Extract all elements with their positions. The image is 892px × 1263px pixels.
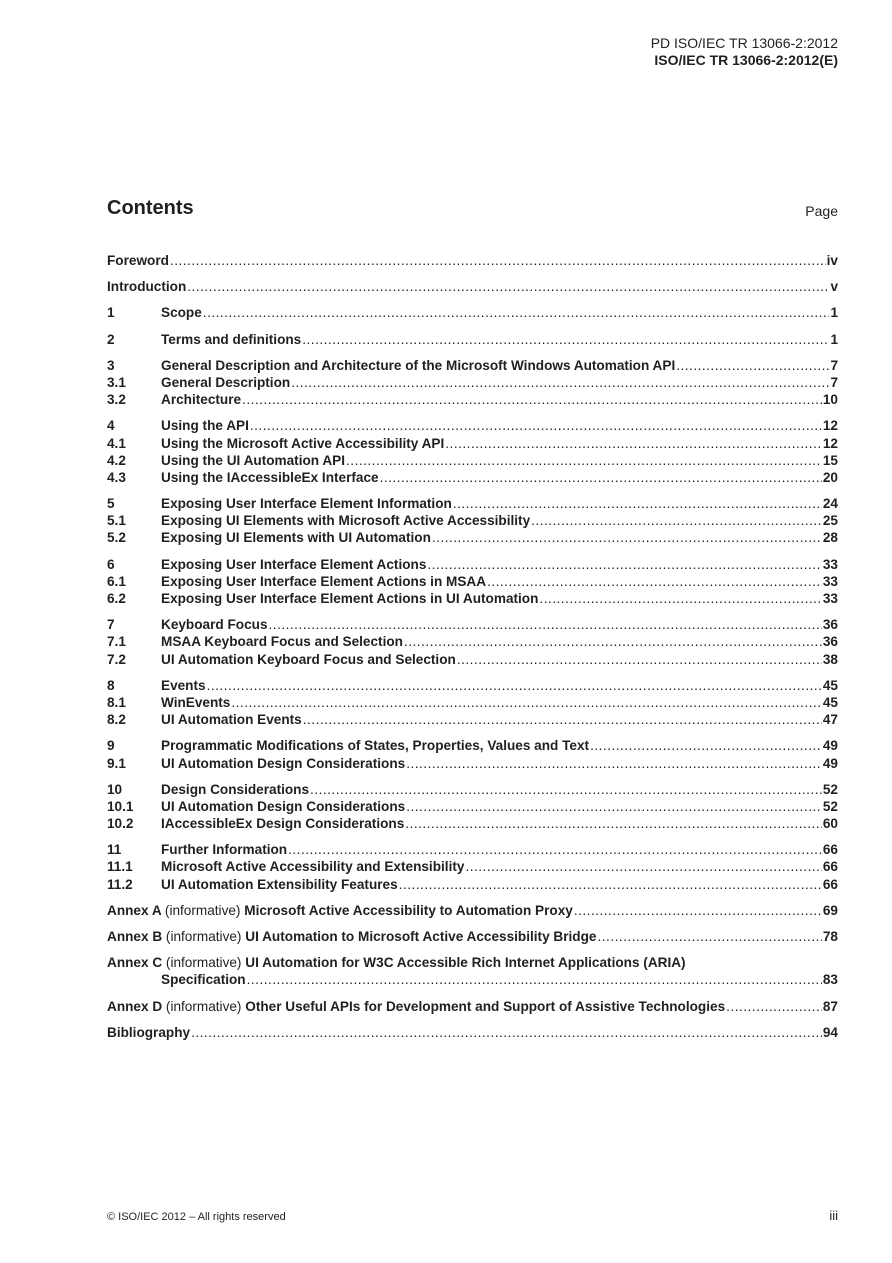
toc-entry-6-2[interactable] bbox=[107, 591, 838, 608]
toc-entry-page: 25 bbox=[822, 513, 838, 529]
dot-leader bbox=[726, 999, 822, 1014]
toc-entry-9[interactable] bbox=[107, 738, 838, 755]
toc-entry-page: 60 bbox=[822, 816, 838, 832]
toc-entry-page: 33 bbox=[822, 573, 838, 589]
dot-leader bbox=[404, 634, 822, 649]
toc-entry-number: 3.1 bbox=[107, 374, 126, 390]
toc-entry-title: WinEvents bbox=[161, 694, 231, 710]
dot-leader bbox=[191, 1025, 822, 1040]
annex-label: Annex D bbox=[107, 998, 163, 1014]
toc-entry-number: 10.1 bbox=[107, 798, 134, 814]
toc-entry-title: Using the IAccessibleEx Interface bbox=[161, 469, 379, 485]
toc-entry-title: Introduction bbox=[107, 279, 187, 295]
toc-entry-8-2[interactable] bbox=[107, 712, 838, 729]
dot-leader bbox=[539, 591, 821, 606]
toc-entry-page: 78 bbox=[822, 929, 838, 944]
toc-entry-8-1[interactable] bbox=[107, 695, 838, 712]
toc-entry-page: 49 bbox=[822, 755, 838, 771]
toc-entry-title: Scope bbox=[161, 305, 202, 321]
toc-entry-number: 4.2 bbox=[107, 452, 126, 468]
toc-entry-3-2[interactable] bbox=[107, 392, 838, 409]
toc-entry-foreword[interactable] bbox=[107, 253, 838, 270]
toc-entry-page: 45 bbox=[822, 677, 838, 693]
toc-entry-title bbox=[107, 955, 686, 970]
toc-entry-6-1[interactable] bbox=[107, 574, 838, 591]
toc-entry-number: 3.2 bbox=[107, 392, 126, 408]
toc-entry-page: 12 bbox=[822, 435, 838, 451]
document-header bbox=[651, 34, 838, 69]
toc-entry-title: IAccessibleEx Design Considerations bbox=[161, 816, 405, 832]
toc-entry-7-2[interactable] bbox=[107, 652, 838, 669]
toc-entry-introduction[interactable] bbox=[107, 279, 838, 296]
toc-entry-page: 1 bbox=[830, 331, 838, 347]
dot-leader bbox=[250, 418, 822, 433]
toc-entry-6[interactable] bbox=[107, 557, 838, 574]
annex-kind: (informative) bbox=[164, 902, 241, 918]
toc-entry-annex-c-continued[interactable] bbox=[107, 972, 838, 989]
toc-entry-page: 69 bbox=[822, 902, 838, 918]
toc-entry-number: 1 bbox=[107, 305, 115, 321]
toc-entry-9-1[interactable] bbox=[107, 756, 838, 773]
toc-entry-title: Exposing UI Elements with UI Automation bbox=[161, 530, 431, 546]
toc-entry-5-2[interactable] bbox=[107, 530, 838, 547]
toc-entry-title: Further Information bbox=[161, 842, 288, 858]
toc-entry-title: General Description bbox=[161, 374, 291, 390]
toc-entry-page: 36 bbox=[822, 617, 838, 633]
annex-kind: (informative) bbox=[165, 998, 242, 1014]
toc-entry-3-1[interactable] bbox=[107, 375, 838, 392]
toc-entry-bibliography[interactable] bbox=[107, 1025, 838, 1042]
toc-entry-7-1[interactable] bbox=[107, 634, 838, 651]
toc-entry-number: 5.1 bbox=[107, 513, 126, 529]
toc-entry-number: 11 bbox=[107, 842, 122, 858]
annex-title: Other Useful APIs for Development and Support of Assistive Technologies bbox=[245, 998, 726, 1014]
toc-entry-page: 33 bbox=[822, 556, 838, 572]
annex-label: Annex B bbox=[107, 929, 163, 944]
toc-entry-title: Exposing UI Elements with Microsoft Active Accessibility bbox=[161, 513, 531, 529]
toc-entry-annex-d[interactable] bbox=[107, 999, 838, 1016]
dot-leader bbox=[465, 859, 821, 874]
toc-entry-page: 94 bbox=[822, 1024, 838, 1040]
toc-entry-page: 24 bbox=[822, 496, 838, 512]
dot-leader bbox=[247, 972, 822, 987]
toc-entry-11-1[interactable] bbox=[107, 859, 838, 876]
dot-leader bbox=[207, 678, 822, 693]
toc-entry-number: 11.2 bbox=[107, 876, 133, 892]
dot-leader bbox=[310, 782, 822, 797]
copyright-notice: © ISO/IEC 2012 – All rights reserved bbox=[107, 1211, 286, 1223]
toc-entry-page: 66 bbox=[822, 859, 838, 875]
annex-label: Annex C bbox=[107, 955, 163, 971]
toc-entry-title bbox=[107, 903, 573, 918]
toc-entry-number: 4.3 bbox=[107, 469, 126, 485]
toc-entry-number: 5 bbox=[107, 496, 115, 512]
toc-entry-page: 15 bbox=[822, 452, 838, 468]
toc-entry-4-3[interactable] bbox=[107, 470, 838, 487]
dot-leader bbox=[170, 253, 826, 268]
toc-entry-number: 6.1 bbox=[107, 573, 126, 589]
annex-kind: (informative) bbox=[165, 929, 242, 944]
toc-entry-title: UI Automation Design Considerations bbox=[161, 755, 406, 771]
toc-entry-title: UI Automation Events bbox=[161, 712, 302, 728]
dot-leader bbox=[302, 332, 829, 347]
toc-entry-number: 9.1 bbox=[107, 755, 126, 771]
dot-leader bbox=[597, 929, 821, 944]
dot-leader bbox=[380, 470, 822, 485]
dot-leader bbox=[453, 496, 822, 511]
toc-entry-number: 8 bbox=[107, 677, 115, 693]
dot-leader bbox=[399, 877, 822, 892]
toc-entry-title: UI Automation Design Considerations bbox=[161, 798, 406, 814]
toc-entry-page: 66 bbox=[822, 876, 838, 892]
toc-entry-number: 11.1 bbox=[107, 859, 133, 875]
toc-entry-4-1[interactable] bbox=[107, 436, 838, 453]
toc-entry-title: Foreword bbox=[107, 253, 169, 268]
toc-entry-page: 7 bbox=[830, 357, 838, 373]
toc-entry-page: 12 bbox=[822, 418, 838, 434]
toc-entry-page: 52 bbox=[822, 798, 838, 814]
toc-entry-number: 5.2 bbox=[107, 530, 126, 546]
toc-entry-number: 6 bbox=[107, 556, 115, 572]
table-of-contents bbox=[107, 253, 838, 1042]
toc-entry-number: 7.2 bbox=[107, 651, 126, 667]
toc-entry-page: 28 bbox=[822, 530, 838, 546]
toc-entry-page: 20 bbox=[822, 469, 838, 485]
toc-entry-page: v bbox=[830, 279, 838, 295]
toc-entry-title: Events bbox=[161, 677, 206, 693]
toc-entry-title: Architecture bbox=[161, 392, 242, 408]
dot-leader bbox=[187, 279, 829, 294]
toc-entry-11-2[interactable] bbox=[107, 877, 838, 894]
annex-title: UI Automation to Microsoft Active Accessibility Bridge bbox=[245, 929, 597, 944]
toc-entry-page: 36 bbox=[822, 634, 838, 650]
toc-entry-10-1[interactable] bbox=[107, 799, 838, 816]
dot-leader bbox=[531, 513, 822, 528]
toc-entry-number: 8.1 bbox=[107, 694, 126, 710]
annex-title: UI Automation for W3C Accessible Rich Internet Applications (ARIA) bbox=[245, 955, 686, 971]
dot-leader bbox=[291, 375, 829, 390]
dot-leader bbox=[303, 712, 822, 727]
toc-entry-number: 10 bbox=[107, 781, 123, 797]
toc-entry-3[interactable] bbox=[107, 358, 838, 375]
toc-entry-8[interactable] bbox=[107, 678, 838, 695]
toc-entry-title: General Description and Architecture of the Microsoft Windows Automation API bbox=[161, 357, 676, 373]
dot-leader bbox=[590, 738, 822, 753]
dot-leader bbox=[346, 453, 822, 468]
header-pd-reference: PD ISO/IEC TR 13066-2:2012 bbox=[650, 35, 838, 51]
toc-entry-page: 87 bbox=[822, 998, 838, 1014]
toc-entry-title: Microsoft Active Accessibility and Extensibility bbox=[161, 859, 465, 875]
toc-entry-page: 47 bbox=[822, 712, 838, 728]
toc-entry-page: 1 bbox=[830, 305, 838, 321]
toc-entry-title: Using the Microsoft Active Accessibility API bbox=[161, 435, 445, 451]
toc-entry-number: 9 bbox=[107, 738, 115, 754]
toc-entry-title bbox=[107, 929, 596, 944]
toc-entry-page: 45 bbox=[822, 694, 838, 710]
toc-entry-page: 49 bbox=[822, 738, 838, 754]
toc-entry-title: UI Automation Keyboard Focus and Selection bbox=[161, 651, 456, 667]
toc-entry-10[interactable] bbox=[107, 782, 838, 799]
toc-entry-page: 52 bbox=[822, 781, 838, 797]
toc-entry-title: Using the UI Automation API bbox=[161, 452, 346, 468]
toc-entry-title: Exposing User Interface Element Actions bbox=[161, 556, 427, 572]
toc-entry-annex-b[interactable] bbox=[107, 929, 838, 946]
toc-entry-5-1[interactable] bbox=[107, 513, 838, 530]
toc-entry-title: Terms and definitions bbox=[161, 331, 302, 347]
annex-label: Annex A bbox=[107, 902, 162, 918]
dot-leader bbox=[457, 652, 822, 667]
toc-entry-title: Design Considerations bbox=[161, 781, 310, 797]
toc-entry-number: 7.1 bbox=[107, 634, 126, 650]
annex-kind: (informative) bbox=[165, 955, 242, 971]
dot-leader bbox=[405, 816, 822, 831]
toc-entry-4-2[interactable] bbox=[107, 453, 838, 470]
annex-title: Microsoft Active Accessibility to Automation Proxy bbox=[244, 902, 573, 918]
toc-entry-page: 33 bbox=[822, 591, 838, 606]
dot-leader bbox=[574, 903, 822, 918]
toc-entry-number: 2 bbox=[107, 331, 115, 347]
toc-entry-title: MSAA Keyboard Focus and Selection bbox=[161, 634, 403, 650]
toc-entry-number: 4 bbox=[107, 418, 115, 434]
toc-entry-number: 8.2 bbox=[107, 712, 126, 728]
dot-leader bbox=[203, 305, 830, 320]
toc-entry-number: 10.2 bbox=[107, 816, 134, 832]
toc-entry-page: iv bbox=[826, 253, 838, 268]
dot-leader bbox=[406, 799, 822, 814]
toc-entry-number: 3 bbox=[107, 357, 115, 373]
toc-entry-page: 10 bbox=[822, 392, 838, 408]
contents-title: Contents bbox=[107, 197, 194, 219]
dot-leader bbox=[288, 842, 822, 857]
page-column-label: Page bbox=[805, 203, 838, 219]
toc-entry-title bbox=[107, 999, 725, 1014]
dot-leader bbox=[269, 617, 822, 632]
annex-title-continued: Specification bbox=[161, 972, 246, 988]
toc-entry-title: Programmatic Modifications of States, Properties, Values and Text bbox=[161, 738, 590, 754]
dot-leader bbox=[676, 358, 829, 373]
dot-leader bbox=[231, 695, 822, 710]
toc-entry-annex-a[interactable] bbox=[107, 903, 838, 920]
toc-entry-2[interactable] bbox=[107, 332, 838, 349]
toc-entry-10-2[interactable] bbox=[107, 816, 838, 833]
toc-entry-page: 83 bbox=[822, 972, 838, 988]
toc-entry-5[interactable] bbox=[107, 496, 838, 513]
toc-entry-number: 6.2 bbox=[107, 591, 126, 606]
toc-entry-title: Using the API bbox=[161, 418, 249, 434]
dot-leader bbox=[487, 574, 822, 589]
page-number: iii bbox=[829, 1208, 838, 1223]
toc-entry-title: Exposing User Interface Element Information bbox=[161, 496, 452, 512]
toc-entry-1[interactable] bbox=[107, 305, 838, 322]
toc-entry-page: 66 bbox=[822, 842, 838, 858]
dot-leader bbox=[427, 557, 821, 572]
toc-entry-11[interactable] bbox=[107, 842, 838, 859]
toc-entry-4[interactable] bbox=[107, 418, 838, 435]
toc-entry-7[interactable] bbox=[107, 617, 838, 634]
dot-leader bbox=[242, 392, 822, 407]
toc-entry-page: 38 bbox=[822, 651, 838, 667]
dot-leader bbox=[445, 436, 822, 451]
toc-entry-title: Exposing User Interface Element Actions in MSAA bbox=[161, 573, 487, 589]
toc-entry-title: Exposing User Interface Element Actions in UI Automation bbox=[161, 591, 539, 606]
toc-entry-title: UI Automation Extensibility Features bbox=[161, 876, 398, 892]
toc-entry-number: 4.1 bbox=[107, 435, 126, 451]
toc-entry-title: Bibliography bbox=[107, 1024, 191, 1040]
dot-leader bbox=[432, 530, 822, 545]
toc-entry-title: Keyboard Focus bbox=[161, 617, 268, 633]
header-iso-reference: ISO/IEC TR 13066-2:2012(E) bbox=[654, 52, 838, 68]
toc-entry-annex-c[interactable] bbox=[107, 955, 838, 972]
toc-entry-page: 7 bbox=[830, 374, 838, 390]
toc-entry-number: 7 bbox=[107, 617, 115, 633]
dot-leader bbox=[406, 756, 822, 771]
